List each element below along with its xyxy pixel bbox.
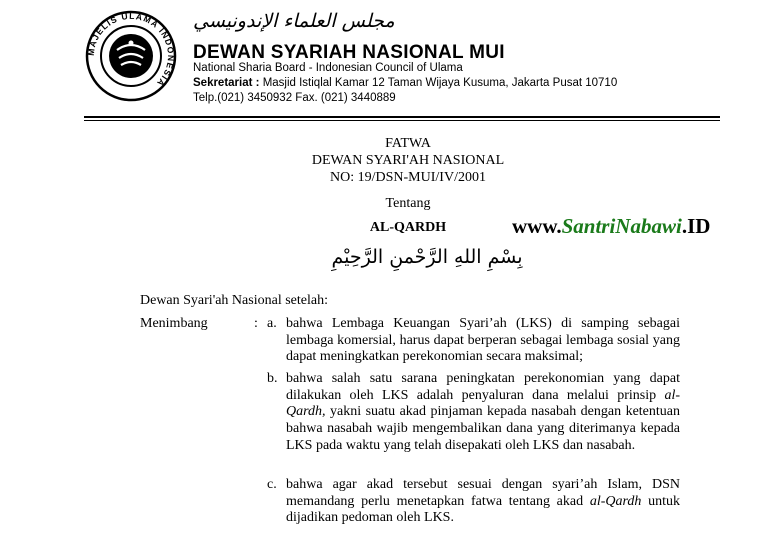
section-colon: : xyxy=(254,316,258,331)
item-text: bahwa agar akad tersebut sesuai dengan syari’ah Islam, DSN memandang perlu menetapkan fatwa tentang akad xyxy=(286,477,680,509)
mui-logo xyxy=(85,10,177,102)
watermark-brand: SantriNabawi xyxy=(561,214,682,238)
letterhead-divider-thick xyxy=(84,116,720,118)
org-name: DEWAN SYARIAH NASIONAL MUI xyxy=(193,42,505,63)
item-italic-term: al-Qardh xyxy=(589,493,642,509)
secretariat-value: Masjid Istiqlal Kamar 12 Taman Wijaya Kusuma, Jakarta Pusat 10710 xyxy=(262,77,618,89)
item-text: bahwa salah satu sarana peningkatan perekonomian yang dapat dilakukan oleh LKS adalah penyaluran dana melalui prinsip xyxy=(286,371,680,403)
telephone-fax: Telp.(021) 3450932 Fax. (021) 3440889 xyxy=(193,92,396,104)
item-italic-term: al-Qardh, xyxy=(286,387,680,420)
item-letter: b. xyxy=(267,371,278,386)
consideration-item xyxy=(286,316,680,366)
intro-line: Dewan Syari'ah Nasional setelah: xyxy=(140,293,328,308)
secretariat-label: Sekretariat : xyxy=(193,77,260,89)
logo-ring-text: MAJELIS ULAMA INDONESIA xyxy=(85,10,177,89)
watermark-suffix: .ID xyxy=(681,214,711,238)
consideration-item xyxy=(286,371,680,455)
basmala: بِسْمِ اللهِ الرَّحْمنِ الرَّحِيْمِ xyxy=(331,246,523,268)
watermark-prefix: www. xyxy=(512,214,562,238)
arabic-org-name: مجلس العلماء الإندونيسي xyxy=(193,10,395,32)
item-letter: a. xyxy=(267,316,277,331)
website-watermark xyxy=(512,214,710,239)
item-text: bahwa Lembaga Keuangan Syari’ah (LKS) di samping sebagai lembaga komersial, harus dapat berperan sebagai lembaga sosial yang dapat meningkatkan perekonomian secara maksimal; xyxy=(286,316,680,365)
letterhead-divider-thin xyxy=(84,120,720,121)
document-type: FATWA xyxy=(385,136,431,151)
fatwa-subject: AL-QARDH xyxy=(369,220,447,235)
item-letter: c. xyxy=(267,477,277,492)
org-subtitle: National Sharia Board - Indonesian Council of Ulama xyxy=(193,62,463,74)
about-label: Tentang xyxy=(385,196,431,211)
fatwa-number: NO: 19/DSN-MUI/IV/2001 xyxy=(330,170,486,185)
issuer-name: DEWAN SYARI'AH NASIONAL xyxy=(311,153,505,168)
secretariat-address xyxy=(193,77,617,89)
item-text-continued: untuk dijadikan pedoman oleh LKS. xyxy=(286,493,681,526)
consideration-item xyxy=(286,477,680,527)
item-text-continued: yakni suatu akad pinjaman kepada nasabah dengan ketentuan bahwa nasabah wajib mengembalikan dana yang diterimanya kepada LKS pada waktu yang telah disepakati oleh LKS dan nasabah. xyxy=(286,404,680,453)
section-label: Menimbang xyxy=(140,316,208,331)
